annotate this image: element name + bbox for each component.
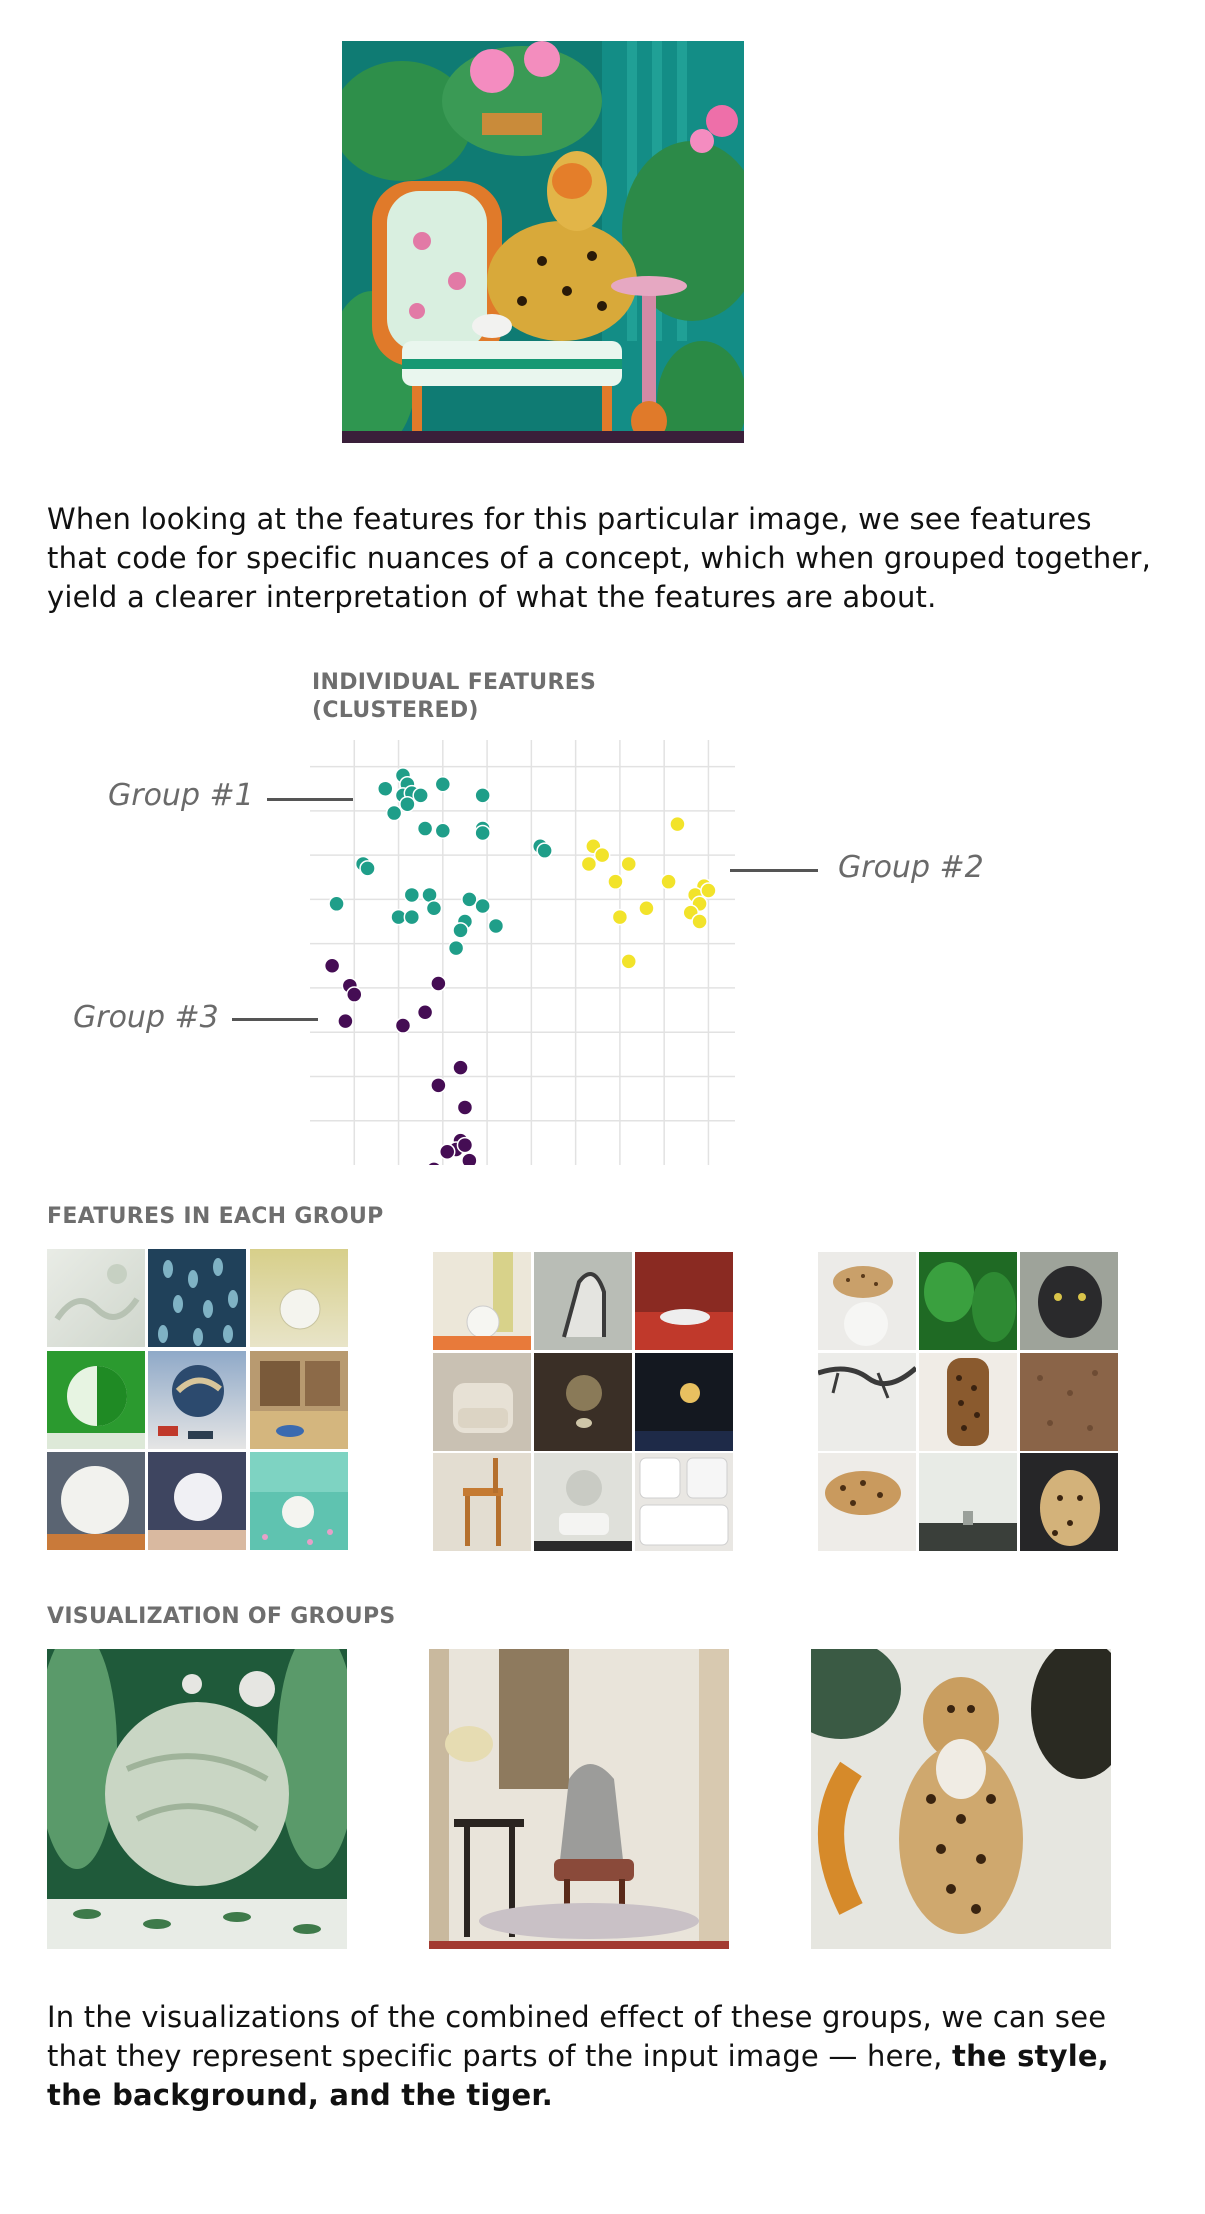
group-1-point bbox=[475, 825, 490, 840]
group-3-visualization bbox=[811, 1649, 1111, 1949]
group-1-point bbox=[537, 843, 552, 858]
group-1-point bbox=[360, 861, 375, 876]
chart-title bbox=[312, 669, 596, 725]
feature-thumb bbox=[1020, 1453, 1118, 1551]
group-1-point bbox=[400, 797, 415, 812]
group-1-point bbox=[449, 941, 464, 956]
feature-thumb bbox=[433, 1252, 531, 1350]
group-1-point bbox=[435, 823, 450, 838]
feature-thumb bbox=[919, 1453, 1017, 1551]
group-3-point bbox=[431, 1078, 446, 1093]
group-2-point bbox=[608, 874, 623, 889]
group-2-label: Group #2 bbox=[838, 850, 984, 885]
group-1-point bbox=[387, 806, 402, 821]
group-2-point bbox=[621, 954, 636, 969]
feature-thumb bbox=[47, 1249, 145, 1347]
feature-thumb bbox=[250, 1452, 348, 1550]
group-3-point bbox=[325, 958, 340, 973]
feature-thumb bbox=[433, 1353, 531, 1451]
group-3-point bbox=[395, 1018, 410, 1033]
feature-thumb bbox=[919, 1353, 1017, 1451]
feature-thumb bbox=[818, 1353, 916, 1451]
group-1-leader-line bbox=[267, 798, 353, 801]
group-1-point bbox=[404, 887, 419, 902]
visualization-section-title: VISUALIZATION OF GROUPS bbox=[47, 1604, 396, 1629]
group-1-point bbox=[435, 777, 450, 792]
feature-thumb bbox=[818, 1453, 916, 1551]
feature-thumb bbox=[148, 1351, 246, 1449]
feature-thumb bbox=[635, 1252, 733, 1350]
cluster-scatter-chart bbox=[310, 740, 735, 1165]
group-1-point bbox=[404, 910, 419, 925]
outro-text: In the visualizations of the combined effect of these groups, we can see that they represent specific parts of the input image — here, bbox=[47, 2000, 1107, 2073]
group-1-point bbox=[378, 781, 393, 796]
group-2-point bbox=[670, 817, 685, 832]
outro-emphasis: the style, the background, and the tiger. bbox=[47, 2039, 1109, 2112]
feature-thumb bbox=[47, 1351, 145, 1449]
group-1-point bbox=[453, 923, 468, 938]
feature-thumb bbox=[818, 1252, 916, 1350]
feature-thumb bbox=[635, 1353, 733, 1451]
feature-thumb bbox=[919, 1252, 1017, 1350]
group-1-point bbox=[413, 788, 428, 803]
group-2-point bbox=[612, 910, 627, 925]
group-3-point bbox=[457, 1138, 472, 1153]
group-3-point bbox=[431, 976, 446, 991]
group-1-point bbox=[475, 899, 490, 914]
group-3-label: Group #3 bbox=[73, 1000, 219, 1035]
group-3-point bbox=[453, 1060, 468, 1075]
group-3-point bbox=[426, 1162, 441, 1165]
chart-title-line2: (CLUSTERED) bbox=[312, 698, 479, 723]
group-3-point bbox=[462, 1153, 477, 1165]
input-image bbox=[342, 41, 744, 443]
group-2-point bbox=[692, 914, 707, 929]
group-3-point bbox=[457, 1100, 472, 1115]
group-2-leader-line bbox=[730, 869, 818, 872]
group-1-visualization bbox=[47, 1649, 347, 1949]
feature-thumb bbox=[148, 1452, 246, 1550]
feature-thumb bbox=[250, 1351, 348, 1449]
feature-thumb bbox=[1020, 1353, 1118, 1451]
feature-thumb bbox=[1020, 1252, 1118, 1350]
intro-paragraph: When looking at the features for this particular image, we see features that code for specific nuances of a concept, which when grouped together, yield a clearer interpretation of what the features are about. bbox=[47, 502, 1152, 614]
group-3-point bbox=[338, 1014, 353, 1029]
group-1-label: Group #1 bbox=[108, 778, 254, 813]
group-2-point bbox=[701, 883, 716, 898]
group-2-point bbox=[621, 856, 636, 871]
feature-thumb bbox=[534, 1353, 632, 1451]
group-1-point bbox=[329, 896, 344, 911]
group-3-leader-line bbox=[232, 1018, 318, 1021]
feature-thumb bbox=[250, 1249, 348, 1347]
feature-thumb bbox=[433, 1453, 531, 1551]
feature-thumb bbox=[148, 1249, 246, 1347]
feature-thumb bbox=[47, 1452, 145, 1550]
group-3-point bbox=[440, 1144, 455, 1159]
group-3-point bbox=[418, 1005, 433, 1020]
group-1-point bbox=[426, 901, 441, 916]
group-1-point bbox=[475, 788, 490, 803]
feature-thumb bbox=[534, 1252, 632, 1350]
feature-thumb bbox=[534, 1453, 632, 1551]
group-2-point bbox=[595, 848, 610, 863]
chart-title-line1: INDIVIDUAL FEATURES bbox=[312, 670, 597, 695]
group-1-point bbox=[418, 821, 433, 836]
outro-paragraph bbox=[47, 1998, 1157, 2115]
features-section-title: FEATURES IN EACH GROUP bbox=[47, 1204, 384, 1229]
group-1-point bbox=[488, 918, 503, 933]
feature-thumb bbox=[635, 1453, 733, 1551]
group-2-visualization bbox=[429, 1649, 729, 1949]
group-3-point bbox=[347, 987, 362, 1002]
group-2-point bbox=[639, 901, 654, 916]
group-2-point bbox=[661, 874, 676, 889]
group-2-point bbox=[581, 856, 596, 871]
